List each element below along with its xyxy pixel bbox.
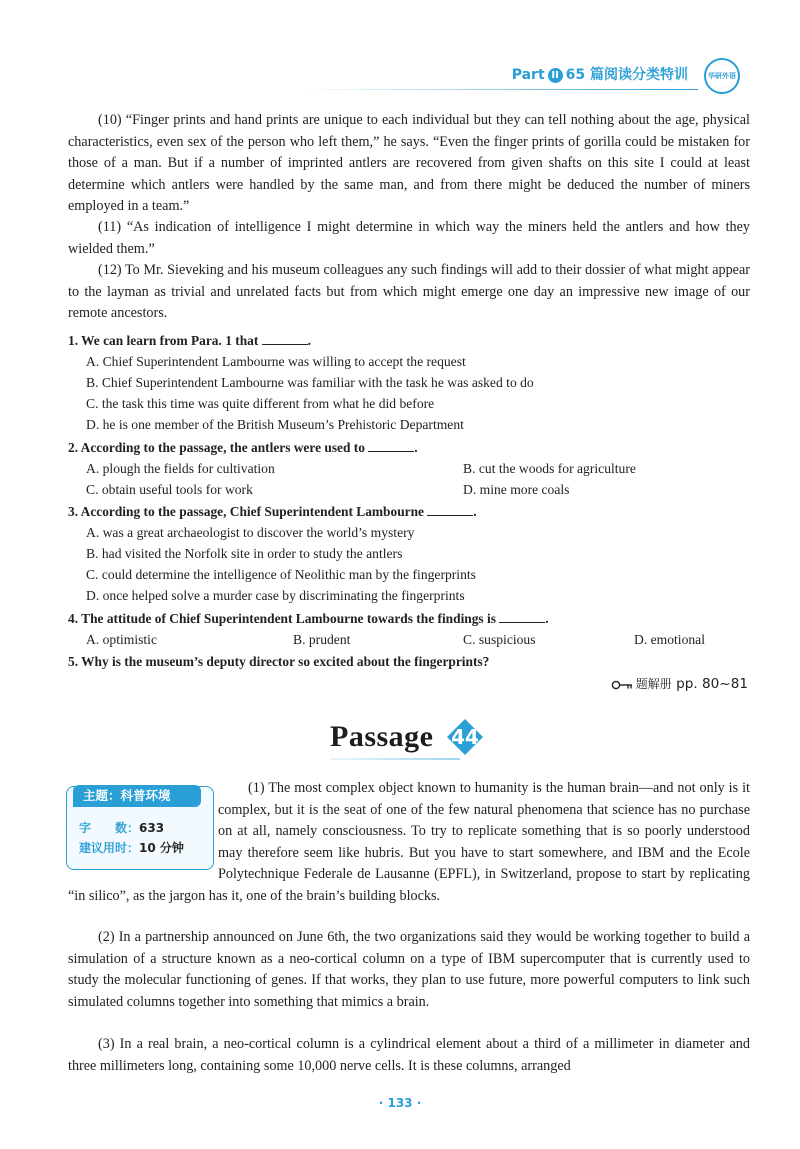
option-2a: A. plough the fields for cultivation bbox=[86, 461, 275, 476]
suggested-time-row: 建议用时：10 分钟 bbox=[79, 841, 184, 855]
answer-key-pages: pp. 80~81 bbox=[676, 676, 748, 692]
header-title bbox=[512, 64, 688, 84]
publisher-logo bbox=[704, 58, 740, 94]
passage-44-paragraph-3: (3) In a real brain, a neo-cortical column is a cylindrical element about a third of a millimeter in diameter and three millimeters long, containing some 10,000 nerve cells. It is these columns, arranged bbox=[68, 1036, 750, 1074]
question-stem: 5. Why is the museum’s deputy director so excited about the fingerprints? bbox=[68, 654, 490, 669]
question-stem: 2. According to the passage, the antlers were used to bbox=[68, 440, 365, 455]
passage-word: Passage bbox=[330, 720, 434, 753]
option-1c: C. the task this time was quite different from what he did before bbox=[86, 396, 435, 411]
paragraph-10: (10) “Finger prints and hand prints are unique to each individual but they can tell nothing about the age, physical characteristics, even sex of the person who left them,” he says. “Even the finger prints of gorilla could be mistaken for those of a man. But if a number of imprinted antlers are recovered from given shafts on this site I could at least determine which antlers were handled by the same man, and from there might be deduced the number of miners employed in a team.” bbox=[68, 112, 750, 214]
passage-underline bbox=[330, 758, 460, 760]
passage-44-paragraph-1: (1) The most complex object known to humanity is the human brain—and not only is it complex, but it is the seat of one of the few natural phenomena that science has no purchase on at all, namely consciousness. To try to replicate something that is so poorly understood may therefore seem like hubris. But you have to start somewhere, and IBM and the Ecole Polytechnique Federale de Lausanne (EPFL), in Switzerland, propose to start by replicating “in silico”, as the jargon has it, one of the brain’s building blocks. bbox=[68, 780, 750, 904]
option-3c: C. could determine the intelligence of Neolithic man by the fingerprints bbox=[86, 567, 476, 582]
option-4b: B. prudent bbox=[293, 632, 351, 647]
option-4a: A. optimistic bbox=[86, 632, 157, 647]
answer-blank bbox=[427, 503, 473, 516]
answer-key-reference bbox=[611, 675, 748, 692]
paragraph-12: (12) To Mr. Sieveking and his museum colleagues any such findings will add to their dossier of what might appear to the layman as trivial and unrelated facts but from which might emerge one day an impressive new image of our remote ancestors. bbox=[68, 262, 750, 321]
question-5 bbox=[68, 651, 750, 672]
question-4: 4. The attitude of Chief Superintendent Lambourne towards the findings is . bbox=[68, 611, 549, 626]
topic-label: 主题：科普环境 bbox=[73, 785, 201, 807]
paragraph-11: (11) “As indication of intelligence I might determine in which way the miners held the antlers and how they wielded them.” bbox=[68, 219, 750, 257]
suggested-time-value: 10 分钟 bbox=[139, 841, 184, 855]
option-3d: D. once helped solve a murder case by discriminating the fingerprints bbox=[86, 588, 465, 603]
answer-blank bbox=[368, 439, 414, 452]
option-1b: B. Chief Superintendent Lambourne was familiar with the task he was asked to do bbox=[86, 375, 534, 390]
question-stem: 3. According to the passage, Chief Superintendent Lambourne bbox=[68, 504, 424, 519]
page-number: · 133 · bbox=[378, 1096, 422, 1110]
option-4d: D. emotional bbox=[634, 632, 705, 647]
option-4c: C. suspicious bbox=[463, 632, 536, 647]
word-count-value: 633 bbox=[139, 821, 165, 835]
question-3: 3. According to the passage, Chief Superintendent Lambourne . bbox=[68, 504, 477, 519]
answer-key-label: 题解册 bbox=[635, 677, 672, 691]
option-1d: D. he is one member of the British Museum’s Prehistoric Department bbox=[86, 417, 464, 432]
passage-heading bbox=[330, 716, 490, 760]
logo-text: 华研外语 bbox=[708, 72, 736, 80]
part-numeral-badge: II bbox=[548, 68, 563, 83]
key-icon bbox=[611, 680, 633, 690]
info-box-spacer bbox=[68, 778, 218, 870]
question-stem: 1. We can learn from Para. 1 that bbox=[68, 333, 259, 348]
option-2b: B. cut the woods for agriculture bbox=[463, 461, 636, 476]
question-1: 1. We can learn from Para. 1 that . bbox=[68, 333, 312, 348]
option-2c: C. obtain useful tools for work bbox=[86, 482, 253, 497]
answer-blank bbox=[262, 332, 308, 345]
word-count-row: 字 数：633 bbox=[79, 821, 165, 835]
option-1a: A. Chief Superintendent Lambourne was willing to accept the request bbox=[86, 354, 466, 369]
page-header bbox=[300, 58, 740, 94]
passage-number-badge bbox=[446, 718, 484, 756]
question-stem: 4. The attitude of Chief Superintendent Lambourne towards the findings is bbox=[68, 611, 496, 626]
option-3b: B. had visited the Norfolk site in order to study the antlers bbox=[86, 546, 403, 561]
passage-44-paragraph-2: (2) In a partnership announced on June 6th, the two organizations said they would be working together to build a simulation of a structure known as a neo-cortical column on a type of IBM supercomputer that is currently used to study the molecular functioning of genes. If that works, they plan to use future, more powerful computers to link such simulated columns together into something that mimics a brain. bbox=[68, 929, 750, 1010]
section-title: 65 篇阅读分类特训 bbox=[565, 67, 688, 83]
option-2d: D. mine more coals bbox=[463, 482, 570, 497]
question-2: 2. According to the passage, the antlers were used to . bbox=[68, 440, 418, 455]
option-3a: A. was a great archaeologist to discover the world’s mystery bbox=[86, 525, 415, 540]
header-divider bbox=[300, 89, 698, 90]
part-label: Part bbox=[511, 67, 545, 83]
answer-blank bbox=[499, 610, 545, 623]
passage-number: 44 bbox=[451, 725, 479, 749]
